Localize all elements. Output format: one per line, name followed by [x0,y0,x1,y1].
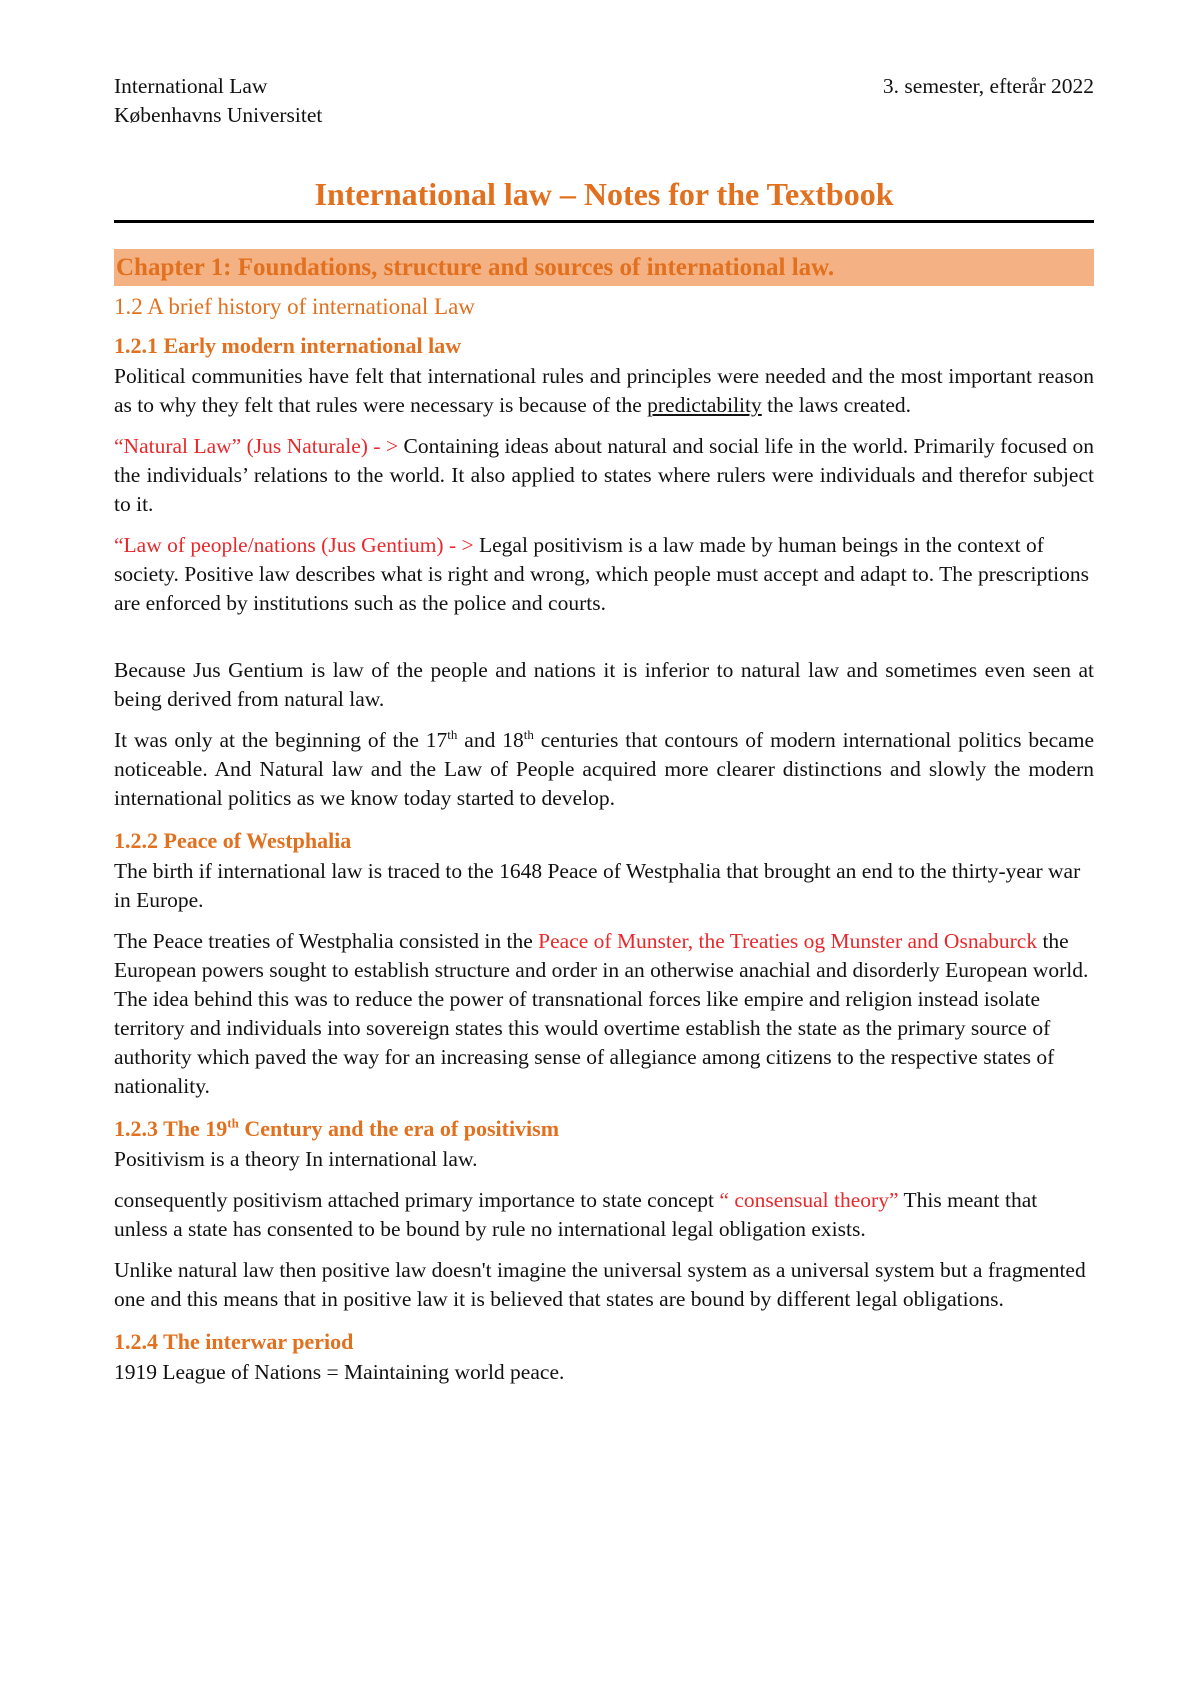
westphalia-treaties-term: Peace of Munster, the Treaties og Munster and Osnaburck [538,929,1038,953]
paragraph-1-2-1-d: Because Jus Gentium is law of the people and nations it is inferior to natural law and sometimes even seen at being derived from natural law. [114,658,1094,711]
paragraph-1-2-1-a: Political communities have felt that international rules and principles were needed and the most important reason as to why they felt that rules were necessary is because of the predictability the laws created. [114,364,1094,417]
natural-law-term: “Natural Law” (Jus Naturale) - > [114,434,404,458]
university-name: Københavns Universitet [114,103,323,127]
page-header [114,72,1094,130]
course-name: International Law [114,74,268,98]
paragraph-1-2-2-b: The Peace treaties of Westphalia consisted in the Peace of Munster, the Treaties og Munster and Osnaburck the European powers sought to establish structure and order in an otherwise anachial and disorderly European world. The idea behind this was to reduce the power of transnational forces like empire and religion instead isolate territory and individuals into sovereign states this would overtime establish the state as the primary source of authority which paved the way for an increasing sense of allegiance among citizens to the respective states of nationality. [114,929,1089,1098]
paragraph-1-2-3-c: Unlike natural law then positive law doesn't imagine the universal system as a universal system but a fragmented one and this means that in positive law it is believed that states are bound by different legal obligations. [114,1258,1086,1311]
underlined-term: predictability [647,393,762,417]
chapter-heading: Chapter 1: Foundations, structure and sources of international law. [114,249,1094,286]
paragraph-1-2-2-a: The birth if international law is traced to the 1648 Peace of Westphalia that brought an end to the thirty-year war in Europe. [114,859,1081,912]
paragraph-natural-law: “Natural Law” (Jus Naturale) - > Containing ideas about natural and social life in the world. Primarily focused on the individuals’ relations to the world. It also applied to states where rulers were individuals and therefor subject to it. [114,434,1094,516]
paragraph-1-2-3-a: Positivism is a theory In international law. [114,1147,478,1171]
paragraph-1-2-4-a: 1919 League of Nations = Maintaining world peace. [114,1360,565,1384]
document-title: International law – Notes for the Textbook [114,174,1094,223]
semester-label: 3. semester, efterår 2022 [882,74,1094,98]
subsection-heading-1-2-1: 1.2.1 Early modern international law [114,333,462,358]
subsection-heading-1-2-4: 1.2.4 The interwar period [114,1329,354,1354]
section-heading-1-2: 1.2 A brief history of international Law [114,294,475,319]
header-left [114,72,322,130]
subsection-heading-1-2-2: 1.2.2 Peace of Westphalia [114,828,352,853]
jus-gentium-term: “Law of people/nations (Jus Gentium) - > [114,533,479,557]
paragraph-jus-gentium: “Law of people/nations (Jus Gentium) - > Legal positivism is a law made by human beings in the context of society. Positive law describes what is right and wrong, which people must accept and adapt to. The prescriptions are enforced by institutions such as the police and courts. [114,533,1090,615]
consensual-theory-term: “ consensual theory” [719,1188,899,1212]
paragraph-1-2-3-b: consequently positivism attached primary importance to state concept “ consensual theory” This meant that unless a state has consented to be bound by rule no international legal obligation exists. [114,1188,1038,1241]
subsection-heading-1-2-3: 1.2.3 The 19th Century and the era of positivism [114,1115,560,1141]
paragraph-1-2-1-e: It was only at the beginning of the 17th and 18th centuries that contours of modern international politics became noticeable. And Natural law and the Law of People acquired more clearer distinctions and slowly the modern international politics as we know today started to develop. [114,726,1094,810]
